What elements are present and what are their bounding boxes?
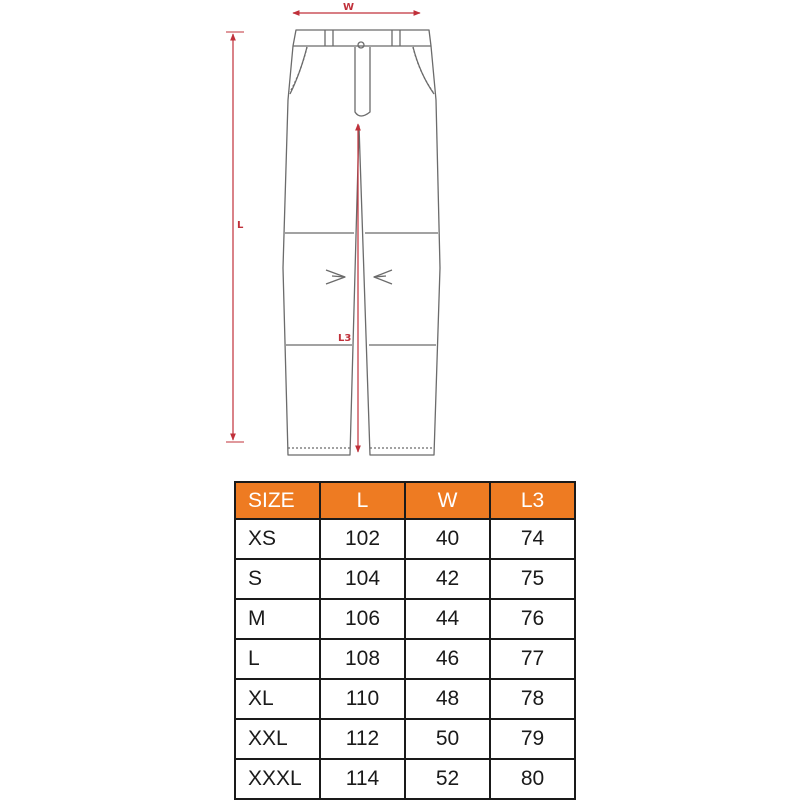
- cell-inseam: 75: [490, 559, 575, 599]
- table-row: [235, 599, 575, 639]
- cell-width: 44: [405, 599, 490, 639]
- width-label: W: [343, 2, 355, 13]
- cell-length: 102: [320, 519, 405, 559]
- cell-size: XXXL: [235, 759, 320, 799]
- cell-inseam: 74: [490, 519, 575, 559]
- cell-inseam: 76: [490, 599, 575, 639]
- cell-inseam: 80: [490, 759, 575, 799]
- cell-length: 114: [320, 759, 405, 799]
- cell-width: 40: [405, 519, 490, 559]
- table-row: [235, 559, 575, 599]
- cell-size: XL: [235, 679, 320, 719]
- cell-size: XXL: [235, 719, 320, 759]
- cell-width: 48: [405, 679, 490, 719]
- table-row: [235, 519, 575, 559]
- cell-inseam: 79: [490, 719, 575, 759]
- header-width: W: [405, 482, 490, 519]
- table-row: [235, 639, 575, 679]
- cell-size: L: [235, 639, 320, 679]
- cell-length: 110: [320, 679, 405, 719]
- cell-length: 104: [320, 559, 405, 599]
- table-row: [235, 679, 575, 719]
- header-inseam: L3: [490, 482, 575, 519]
- table-row: [235, 759, 575, 799]
- cell-length: 112: [320, 719, 405, 759]
- cell-width: 52: [405, 759, 490, 799]
- table-header-row: [235, 482, 575, 519]
- cell-size: M: [235, 599, 320, 639]
- cell-width: 42: [405, 559, 490, 599]
- cell-width: 46: [405, 639, 490, 679]
- table-row: [235, 719, 575, 759]
- trousers-outline: [283, 30, 440, 455]
- cell-inseam: 78: [490, 679, 575, 719]
- cell-length: 108: [320, 639, 405, 679]
- length-label: L: [237, 220, 244, 231]
- cell-inseam: 77: [490, 639, 575, 679]
- header-size: SIZE: [235, 482, 320, 519]
- cell-size: XS: [235, 519, 320, 559]
- cell-length: 106: [320, 599, 405, 639]
- size-chart-table: [234, 481, 576, 800]
- cell-size: S: [235, 559, 320, 599]
- header-length: L: [320, 482, 405, 519]
- inseam-label: L3: [338, 333, 352, 344]
- cell-width: 50: [405, 719, 490, 759]
